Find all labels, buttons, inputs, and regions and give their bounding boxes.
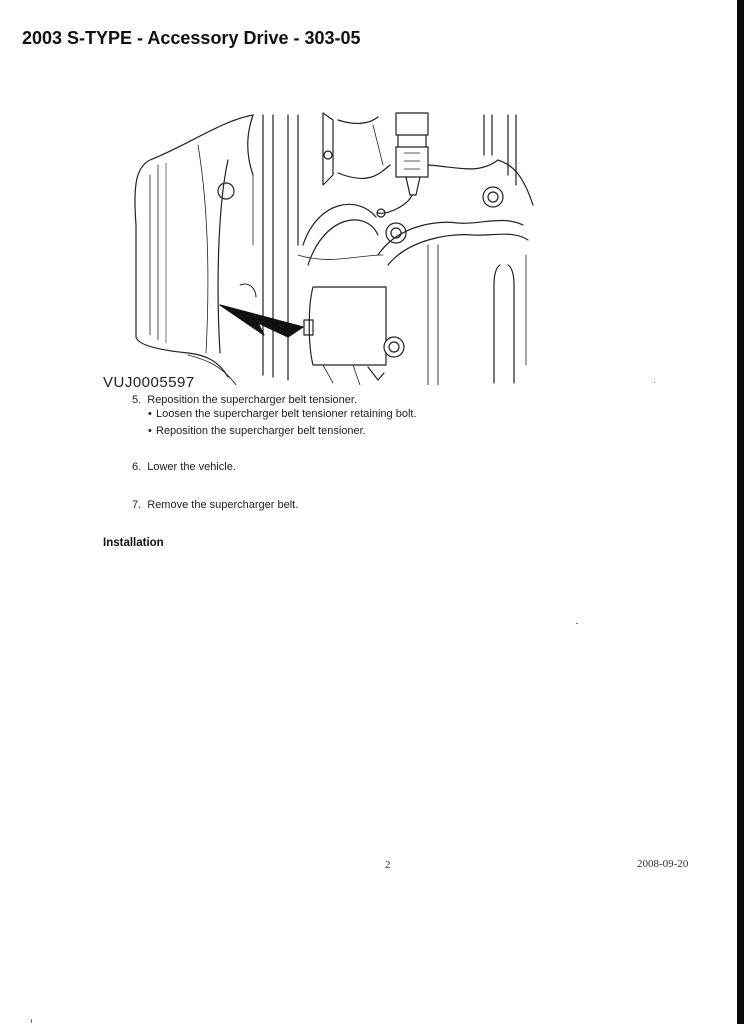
bullet-icon: •	[148, 425, 152, 437]
substep-list	[148, 406, 417, 440]
bullet-icon: •	[148, 408, 152, 420]
step-number: 5.	[132, 394, 142, 406]
step-number: 7.	[132, 499, 142, 511]
page-title: 2003 S-TYPE - Accessory Drive - 303-05	[22, 28, 361, 48]
figure-id: VUJ0005597	[103, 374, 195, 391]
section-heading: Installation	[103, 537, 164, 549]
scan-speck	[31, 1019, 32, 1023]
substep-item	[148, 406, 417, 423]
page-date: 2008-09-20	[637, 858, 689, 870]
substep-item	[148, 423, 417, 440]
scan-edge	[737, 0, 744, 1024]
step-6	[132, 461, 236, 473]
substep-text: Loosen the supercharger belt tensioner retaining bolt.	[156, 408, 417, 420]
step-number: 6.	[132, 461, 142, 473]
arrow-icon	[220, 305, 303, 337]
step-7	[132, 499, 298, 511]
page-number: 2	[385, 859, 391, 871]
step-5	[132, 394, 357, 406]
scan-speck	[576, 623, 578, 624]
scan-speck	[654, 382, 655, 383]
substep-text: Reposition the supercharger belt tensioner.	[156, 425, 366, 437]
step-text: Reposition the supercharger belt tensioner.	[147, 394, 357, 406]
step-text: Remove the supercharger belt.	[147, 499, 299, 511]
step-text: Lower the vehicle.	[147, 461, 236, 473]
figure-illustration	[128, 105, 538, 385]
